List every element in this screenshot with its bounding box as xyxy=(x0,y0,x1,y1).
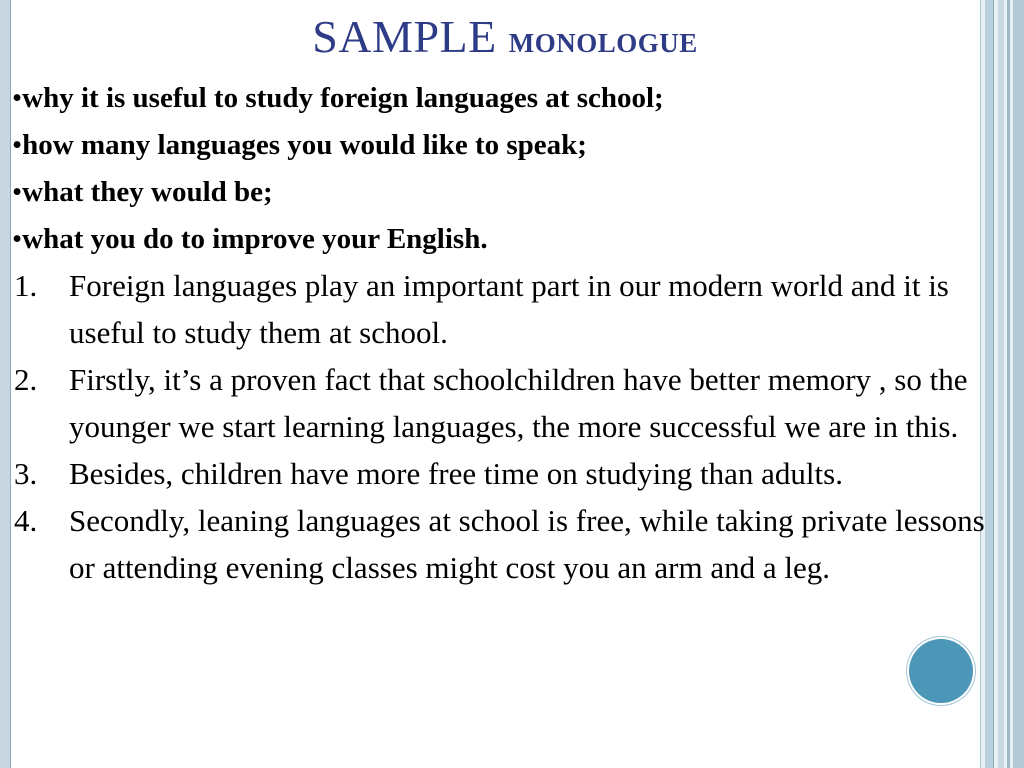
title-secondary: monologue xyxy=(508,19,698,61)
bullet-dot: • xyxy=(12,176,23,208)
left-frame-border xyxy=(0,0,10,768)
item-text: Foreign languages play an important part in our modern world and it is useful to study them at school. xyxy=(69,268,949,350)
numbered-item xyxy=(14,497,1004,591)
numbered-list xyxy=(14,262,1004,591)
bullet-text: why it is useful to study foreign languages at school; xyxy=(22,82,664,114)
item-number: 1. xyxy=(14,268,38,303)
item-text: Firstly, it’s a proven fact that schoolchildren have better memory , so the younger we start learning languages, the more successful we are in this. xyxy=(69,362,968,444)
bullet-dot: • xyxy=(12,129,23,161)
item-text: Secondly, leaning languages at school is free, while taking private lessons or attending evening classes might cost you an arm and a leg. xyxy=(69,503,985,585)
slide-title xyxy=(0,10,1010,67)
bullet-item xyxy=(12,122,972,169)
bullet-item xyxy=(12,169,972,216)
bullet-item xyxy=(12,216,972,263)
bullet-dot: • xyxy=(12,82,23,114)
numbered-item xyxy=(14,262,1004,356)
bullet-text: what you do to improve your English. xyxy=(22,223,488,255)
bullet-text: what they would be; xyxy=(22,176,273,208)
item-text: Besides, children have more free time on studying than adults. xyxy=(69,456,843,491)
decorative-circle xyxy=(909,639,973,703)
bullet-dot: • xyxy=(12,223,23,255)
numbered-item xyxy=(14,450,1004,497)
title-main: SAMPLE xyxy=(312,11,497,62)
numbered-item xyxy=(14,356,1004,450)
item-number: 4. xyxy=(14,503,38,538)
item-number: 3. xyxy=(14,456,38,491)
bullet-item xyxy=(12,75,972,122)
item-number: 2. xyxy=(14,362,38,397)
bullet-text: how many languages you would like to speak; xyxy=(22,129,587,161)
bullet-list xyxy=(12,75,972,263)
